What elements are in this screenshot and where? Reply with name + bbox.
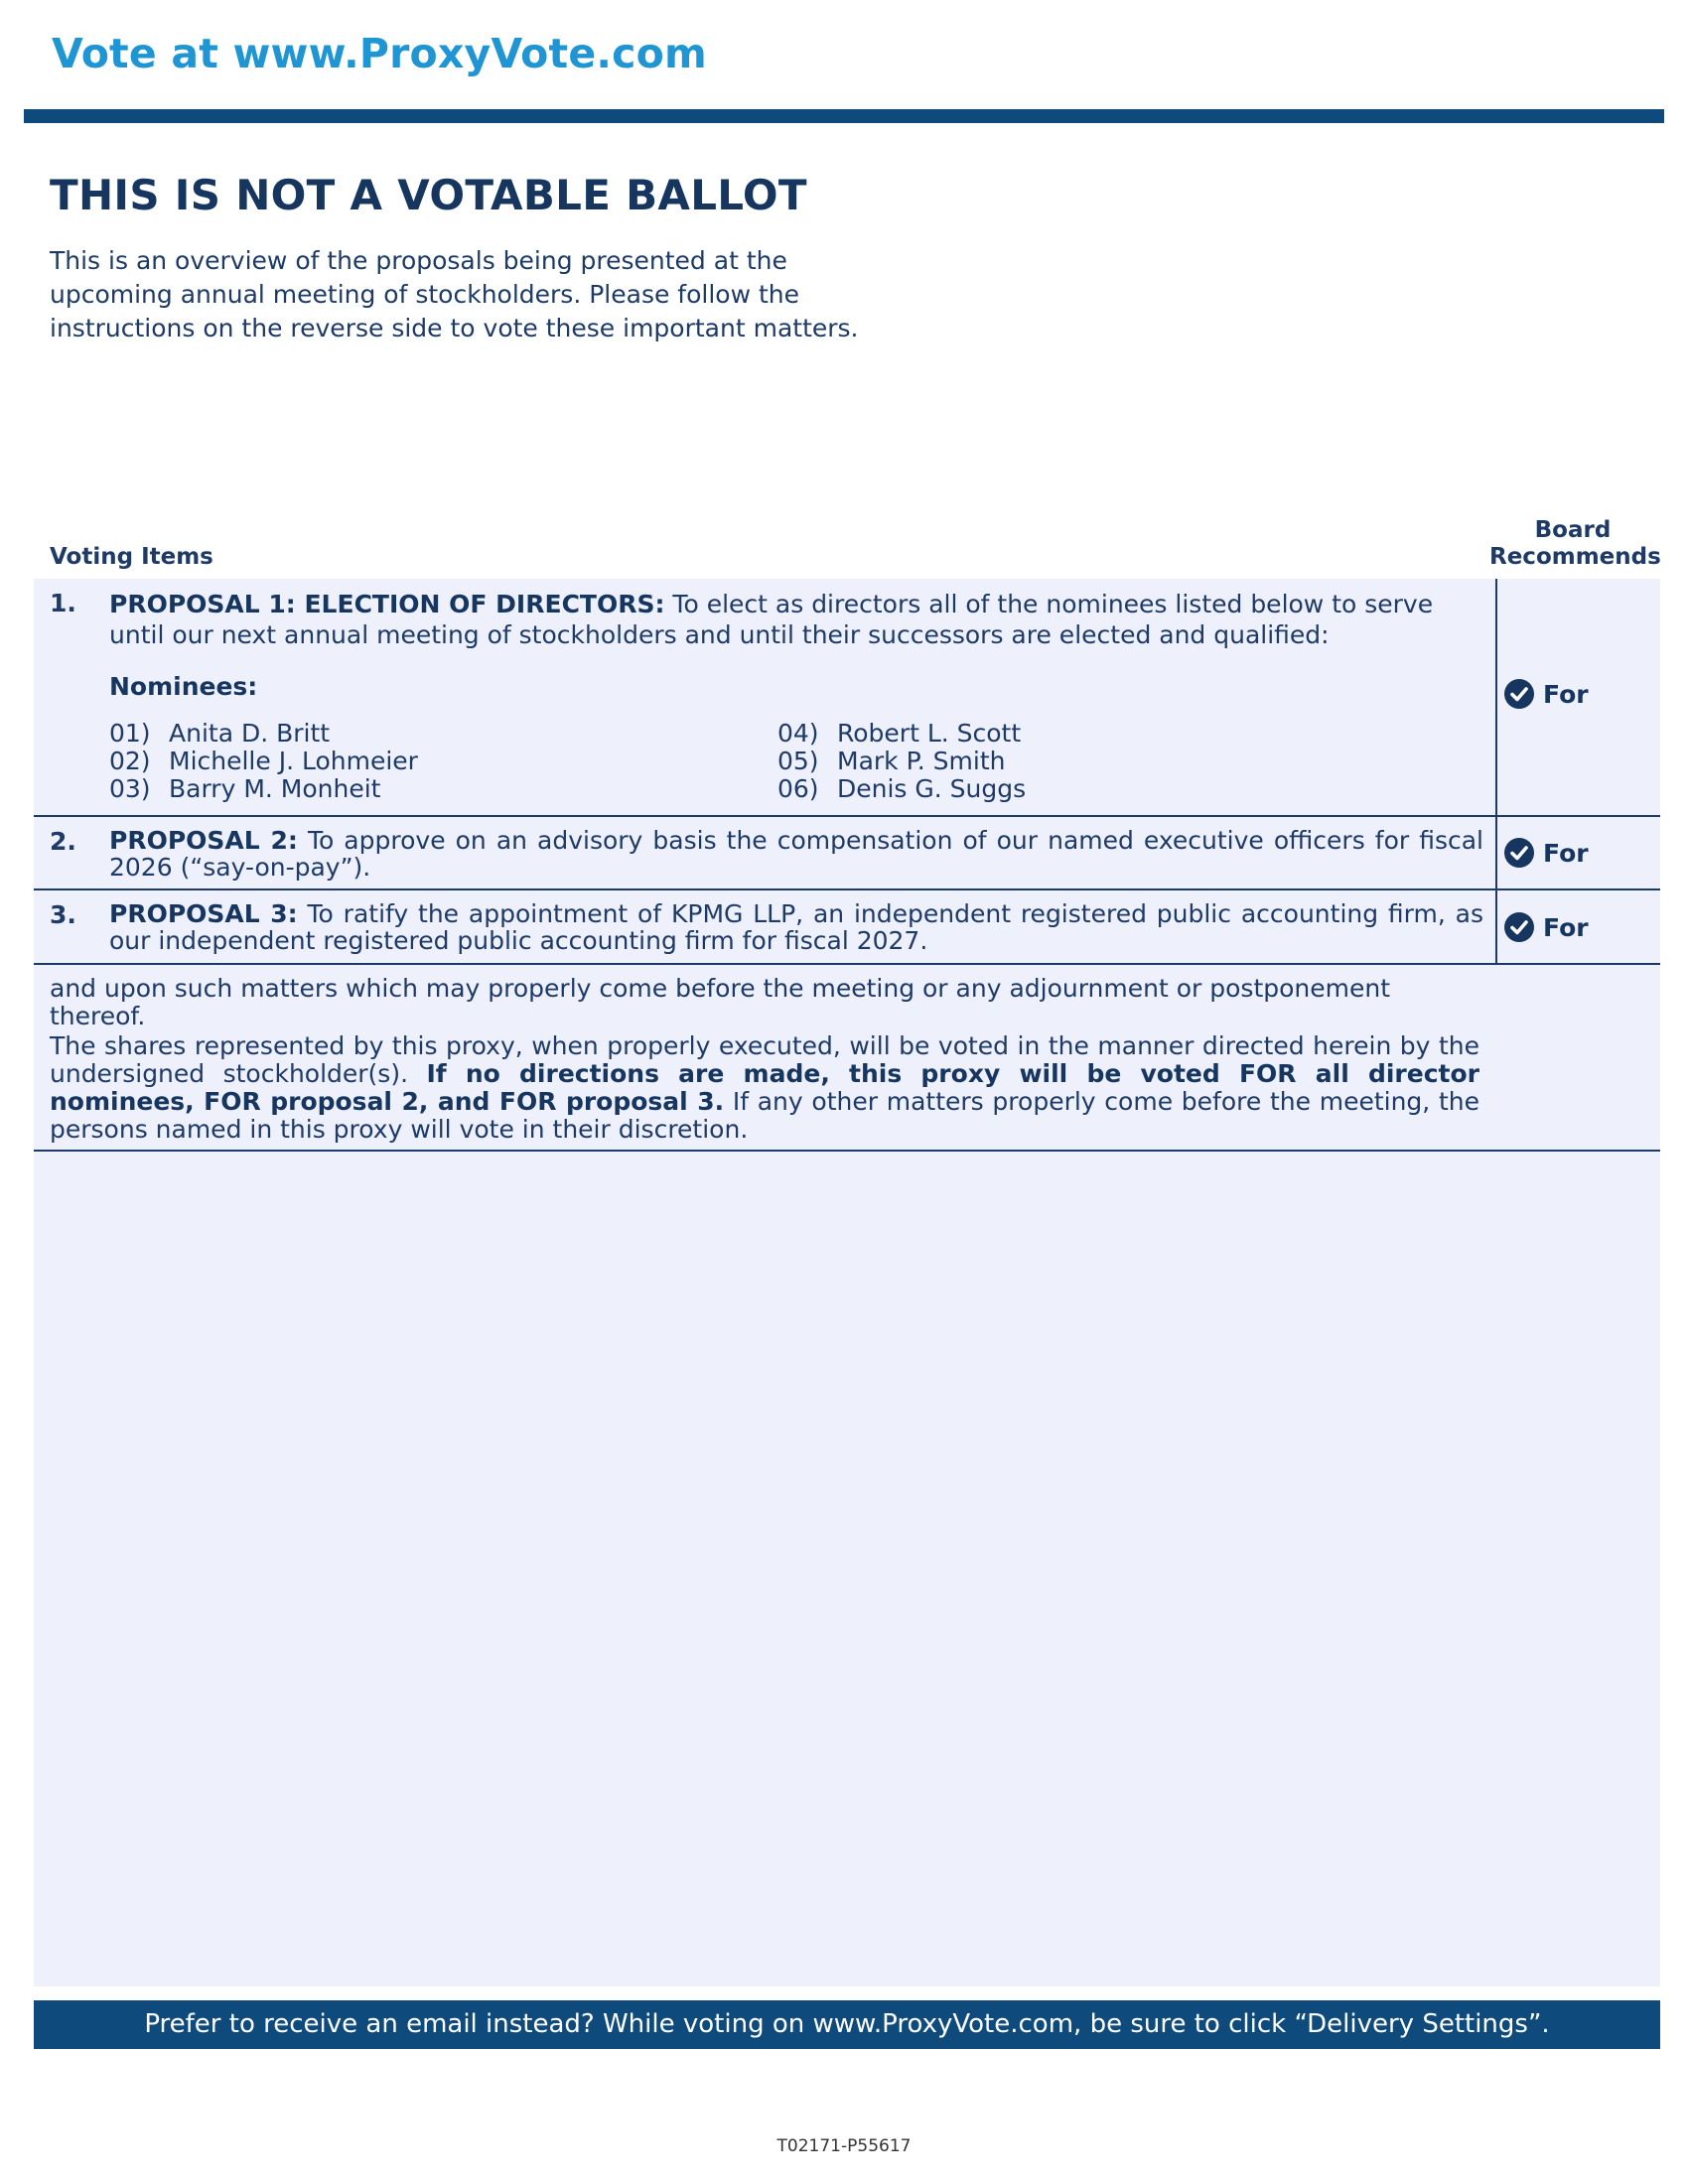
intro-text <box>50 244 864 345</box>
board-header-line: Recommends <box>1489 544 1661 570</box>
nominee-list-left <box>109 720 418 803</box>
proxy-directions-end: If any other matters properly come before the meeting, the persons named in this proxy will vote in their discretion. <box>50 1087 1480 1144</box>
email-delivery-banner: Prefer to receive an email instead? While voting on www.ProxyVote.com, be sure to click “Delivery Settings”. <box>34 2000 1660 2049</box>
proxy-directions-bold: If no directions are made, this proxy will be voted FOR all director nominees, FOR proposal 2, and FOR proposal 3. <box>50 1059 1479 1116</box>
other-matters-text: and upon such matters which may properly come before the meeting or any adjournment or postponement thereof. <box>50 974 1391 1030</box>
proposal-text <box>109 827 1483 881</box>
nominee-index: 03) <box>109 774 151 803</box>
nominee-index: 04) <box>777 719 819 748</box>
check-circle-icon <box>1503 678 1535 710</box>
nominee-item <box>777 720 1026 748</box>
nominee-item <box>109 775 418 803</box>
header-rule <box>24 109 1664 123</box>
proposal-description: To elect as directors all of the nominees listed below to serve until our next annual meeting of stockholders and until their successors are elected and qualified: <box>109 590 1434 649</box>
column-divider <box>1495 579 1497 815</box>
proxy-directions-intro: The shares represented by this proxy, when properly executed, will be voted in the manner directed herein by the undersigned stockholder(s). <box>50 1031 1479 1088</box>
nominee-index: 05) <box>777 747 819 775</box>
nominee-name: Michelle J. Lohmeier <box>169 747 418 775</box>
nominee-item <box>777 748 1026 775</box>
nominee-item <box>777 775 1026 803</box>
board-recommendation <box>1503 837 1589 869</box>
recommendation-label: For <box>1543 679 1589 709</box>
nominee-index: 02) <box>109 747 151 775</box>
proposal-row-3 <box>34 890 1660 965</box>
proposal-description: To ratify the appointment of KPMG LLP, an independent registered public accounting firm, as our independent registered public accounting firm for fiscal 2027. <box>109 899 1484 955</box>
nominee-list-right <box>777 720 1026 803</box>
recommendation-label: For <box>1543 838 1589 868</box>
proposal-title: PROPOSAL 3: <box>109 899 298 928</box>
page-title: THIS IS NOT A VOTABLE BALLOT <box>50 171 807 219</box>
nominee-item <box>109 720 418 748</box>
board-recommendation <box>1503 911 1589 943</box>
proposal-number: 3. <box>50 900 76 929</box>
nominee-name: Anita D. Britt <box>169 719 331 748</box>
intro-line: instructions on the reverse side to vote these important matters. <box>50 314 859 342</box>
proposal-title: PROPOSAL 1: ELECTION OF DIRECTORS: <box>109 590 665 618</box>
check-circle-icon <box>1503 837 1535 869</box>
board-recommends-header <box>1489 517 1661 571</box>
nominee-name: Barry M. Monheit <box>169 774 381 803</box>
check-circle-icon <box>1503 911 1535 943</box>
nominees-label: Nominees: <box>109 672 258 701</box>
board-header-line: Board <box>1534 517 1612 543</box>
proxy-directions-text <box>50 1032 1479 1144</box>
column-divider <box>1495 890 1497 963</box>
nominee-item <box>109 748 418 775</box>
nominee-index: 01) <box>109 719 151 748</box>
intro-line: upcoming annual meeting of stockholders. Please follow the <box>50 280 800 309</box>
proposal-number: 1. <box>50 589 76 617</box>
proposal-text <box>109 900 1483 954</box>
recommendation-label: For <box>1543 912 1589 942</box>
proposal-title: PROPOSAL 2: <box>109 826 298 855</box>
proposal-number: 2. <box>50 827 76 856</box>
intro-line: This is an overview of the proposals being presented at the <box>50 246 787 275</box>
section-rule <box>34 1150 1660 1152</box>
proposal-description: To approve on an advisory basis the compensation of our named executive officers for fiscal 2026 (“say-on-pay”). <box>109 826 1483 882</box>
proposal-text <box>109 589 1483 650</box>
voting-items-header: Voting Items <box>50 544 213 570</box>
nominee-name: Robert L. Scott <box>837 719 1022 748</box>
nominee-index: 06) <box>777 774 819 803</box>
nominee-name: Denis G. Suggs <box>837 774 1027 803</box>
board-recommendation <box>1503 678 1589 710</box>
proposal-row-2 <box>34 817 1660 890</box>
document-code: T02171-P55617 <box>776 2136 912 2156</box>
column-divider <box>1495 817 1497 888</box>
proposal-row-1 <box>34 579 1660 817</box>
vote-url-title: Vote at www.ProxyVote.com <box>52 30 707 77</box>
nominee-name: Mark P. Smith <box>837 747 1006 775</box>
